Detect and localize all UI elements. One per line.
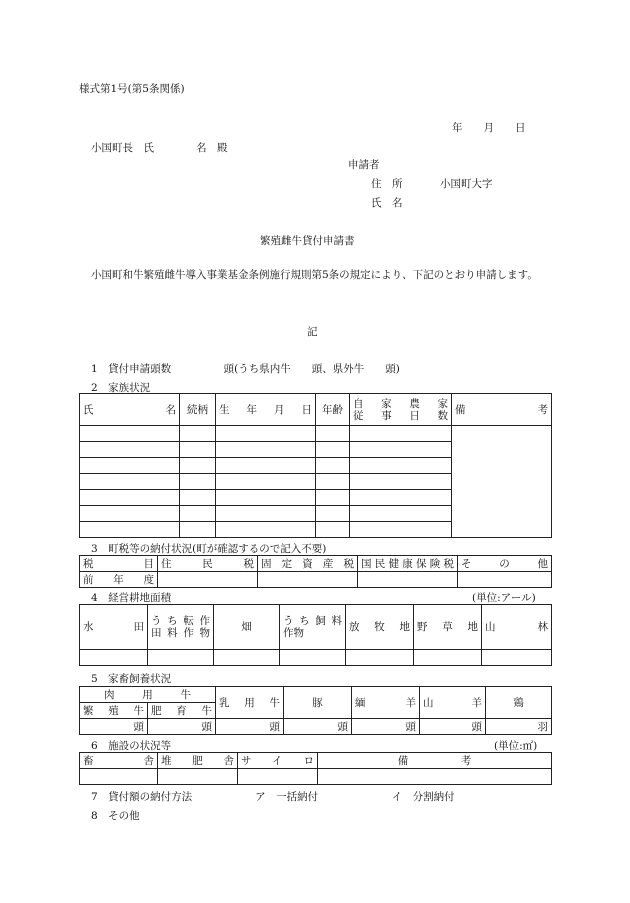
family-cell[interactable] [80,474,180,490]
tax-header-other: その他 [458,556,552,572]
family-cell[interactable] [180,490,216,506]
addressee: 小国町長 氏 名 殿 [91,142,228,154]
applicant-name-label: 氏 名 [371,197,403,209]
family-cell[interactable] [180,426,216,442]
land-cell[interactable] [148,650,214,666]
applicant-heading: 申請者 [348,159,380,171]
header-birthdate: 生 年 月 日 [216,394,316,426]
applicant-address-value: 小国町大字 [440,178,493,190]
facility-header-remarks: 備 考 [318,753,552,769]
livestock-header-dairy: 乳用牛 [216,687,284,719]
family-cell[interactable] [316,458,350,474]
item4-unit: (単位:アール) [472,592,536,604]
land-header-converted-2: 田料作物 [151,627,210,639]
land-header-feed-1: うち飼料 [283,615,342,627]
header-age: 年齢 [316,394,350,426]
land-table [79,604,552,666]
livestock-unit[interactable]: 頭 [352,719,420,735]
family-cell[interactable] [80,522,180,538]
item4-text: 4 経営耕地面積 [91,592,172,604]
tax-cell[interactable] [358,572,458,588]
land-header-grassland: 野草地 [414,605,482,650]
land-header-converted-1: うち転作 [151,615,210,627]
family-cell[interactable] [216,426,316,442]
family-cell[interactable] [350,474,452,490]
livestock-header-breeding: 繁殖牛 [80,703,148,719]
tax-header-item: 税 目 [80,556,158,572]
land-cell[interactable] [214,650,280,666]
item7-text: 7 貸付額の納付方法 ア 一括納付 イ 分割納付 [91,791,455,803]
family-cell[interactable] [80,490,180,506]
tax-table [79,555,552,588]
header-remarks: 備 考 [452,394,552,426]
family-cell[interactable] [350,506,452,522]
facility-header-barn: 畜 舎 [80,753,158,769]
family-cell[interactable] [316,474,350,490]
livestock-header-meat: 肉 用 牛 [80,687,216,703]
tax-header-property: 固定資産税 [258,556,358,572]
facility-cell[interactable] [318,769,552,785]
item6-unit: (単位:㎡) [494,740,538,752]
header-farm-label: 自家農家 [353,397,448,410]
land-header-paddy: 水 田 [80,605,148,650]
family-cell[interactable] [216,506,316,522]
facility-cell[interactable] [158,769,238,785]
tax-cell[interactable] [258,572,358,588]
header-name: 氏 名 [80,394,180,426]
family-remarks-cell[interactable] [452,426,552,538]
facility-header-compost: 堆肥舎 [158,753,238,769]
family-cell[interactable] [316,426,350,442]
land-header-field: 畑 [214,605,280,650]
land-header-feed [280,605,346,650]
family-cell[interactable] [80,426,180,442]
family-cell[interactable] [80,458,180,474]
family-cell[interactable] [216,442,316,458]
header-farm-work [350,394,452,426]
family-table [79,393,552,538]
date-line: 年 月 日 [452,122,526,134]
item2-text: 2 家族状況 [91,382,151,394]
family-cell[interactable] [316,522,350,538]
family-cell[interactable] [316,490,350,506]
family-cell[interactable] [350,522,452,538]
applicant-address-label: 住 所 [371,178,403,190]
livestock-unit[interactable]: 頭 [420,719,486,735]
family-cell[interactable] [216,490,316,506]
family-cell[interactable] [350,426,452,442]
livestock-unit[interactable]: 頭 [80,719,148,735]
family-cell[interactable] [350,490,452,506]
family-cell[interactable] [216,522,316,538]
facility-cell[interactable] [238,769,318,785]
livestock-header-sheep: 緬 羊 [352,687,420,719]
tax-row-label: 前年度 [80,572,158,588]
item8-text: 8 その他 [91,810,140,822]
tax-cell[interactable] [158,572,258,588]
page-title: 繁殖雌牛貸付申請書 [260,235,355,247]
tax-header-health: 国民健康保険税 [358,556,458,572]
family-cell[interactable] [350,458,452,474]
land-header-forest: 山 林 [482,605,552,650]
family-cell[interactable] [216,474,316,490]
tax-cell[interactable] [458,572,552,588]
livestock-unit-bird[interactable]: 羽 [486,719,552,735]
item3-text: 3 町税等の納付状況(町が確認するので記入不要) [91,543,327,555]
livestock-unit[interactable]: 頭 [216,719,284,735]
land-header-converted [148,605,214,650]
item6-text: 6 施設の状況等 [91,740,172,752]
livestock-table [79,686,552,735]
livestock-header-fattening: 肥育牛 [148,703,216,719]
land-cell[interactable] [280,650,346,666]
livestock-header-chicken: 鶏 [486,687,552,719]
land-cell[interactable] [414,650,482,666]
body-text: 小国町和牛繁殖雌牛導入事業基金条例施行規則第5条の規定により、下記のとおり申請します。 [91,269,538,281]
livestock-unit[interactable]: 頭 [148,719,216,735]
family-cell[interactable] [216,458,316,474]
family-cell[interactable] [80,506,180,522]
header-days-label: 従事日数 [353,409,448,422]
tax-header-resident: 住民税 [158,556,258,572]
land-cell[interactable] [80,650,148,666]
family-cell[interactable] [316,506,350,522]
header-relation: 続柄 [180,394,216,426]
family-cell[interactable] [180,506,216,522]
facility-header-silo: サイロ [238,753,318,769]
livestock-header-goat: 山 羊 [420,687,486,719]
item5-text: 5 家畜飼養状況 [91,673,172,685]
land-cell[interactable] [346,650,414,666]
land-cell[interactable] [482,650,552,666]
family-cell[interactable] [350,442,452,458]
family-cell[interactable] [180,442,216,458]
family-cell[interactable] [316,442,350,458]
form-number: 様式第1号(第5条関係) [79,83,185,95]
land-header-pasture: 放牧地 [346,605,414,650]
land-header-feed-2: 作物 [283,627,304,639]
family-cell[interactable] [80,442,180,458]
ki-label: 記 [307,326,318,338]
facility-cell[interactable] [80,769,158,785]
family-cell[interactable] [180,458,216,474]
item1-text: 1 貸付申請頭数 頭(うち県内牛 頭、県外牛 頭) [91,363,400,375]
family-cell[interactable] [180,522,216,538]
facility-table [79,752,552,785]
livestock-header-pig: 豚 [284,687,352,719]
family-cell[interactable] [180,474,216,490]
livestock-unit[interactable]: 頭 [284,719,352,735]
